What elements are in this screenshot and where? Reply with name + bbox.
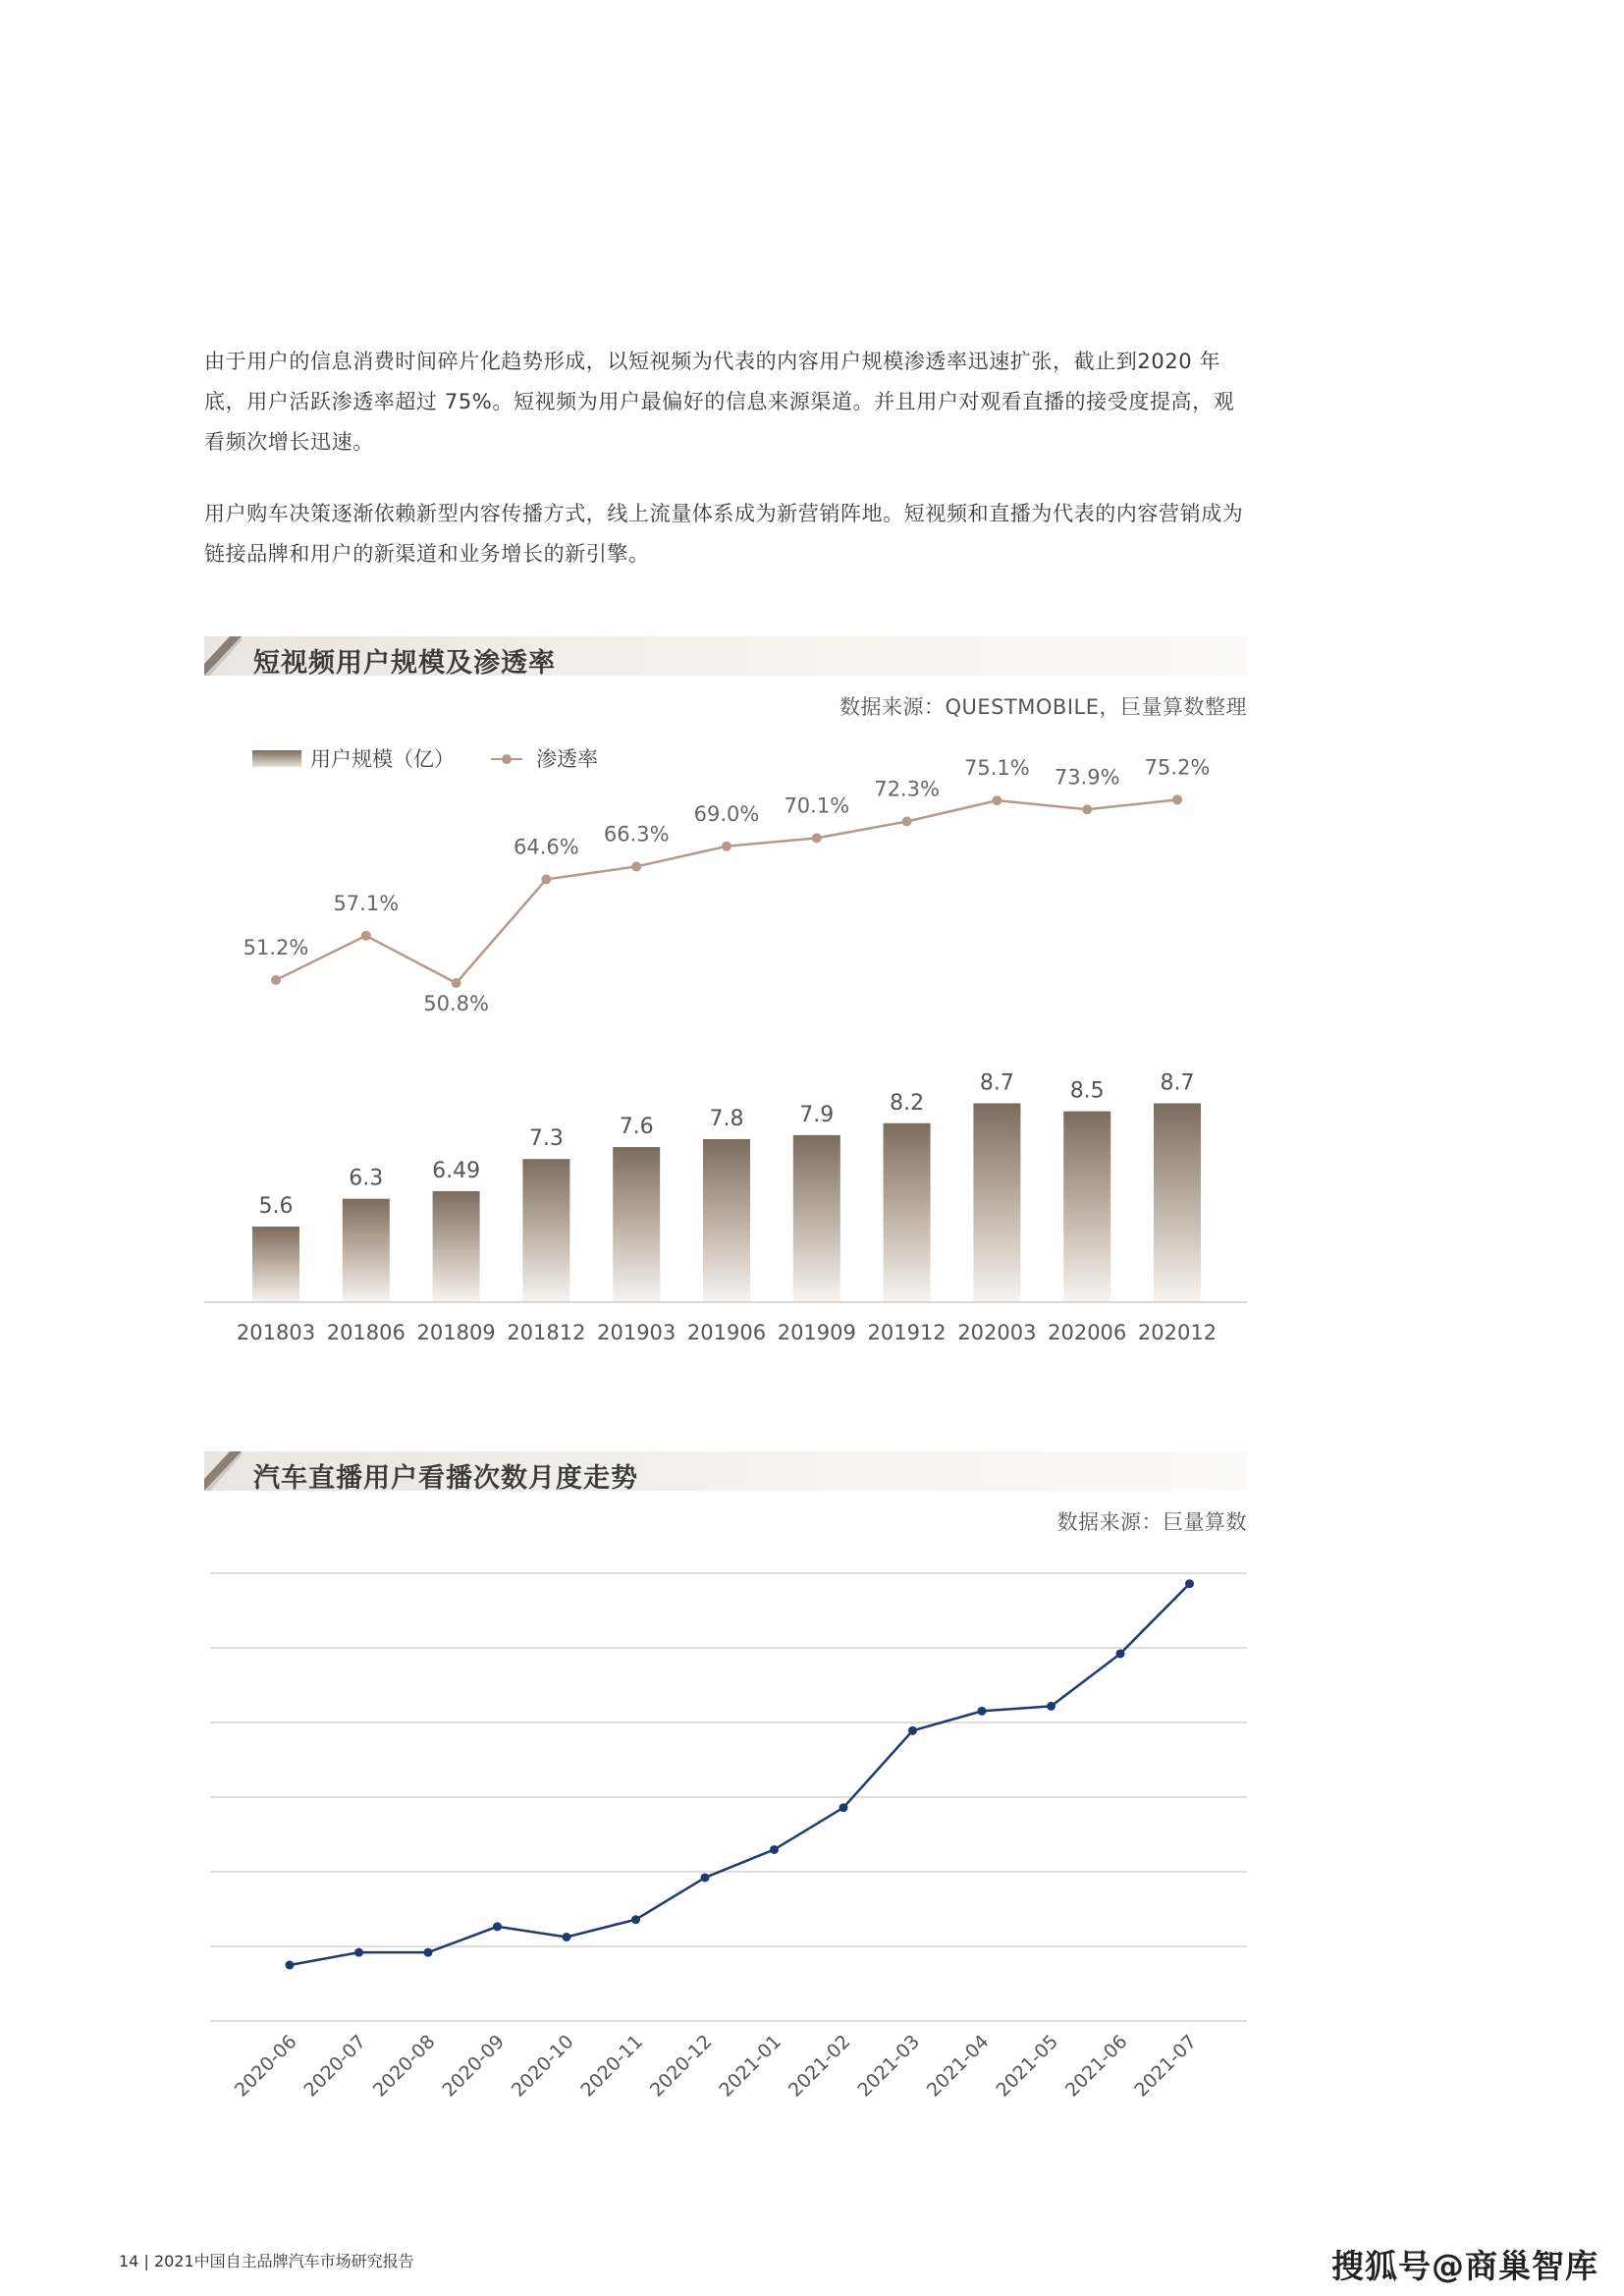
rate-point [812,833,822,843]
live-view-trend-chart [0,1552,1624,2141]
section-marker-icon [204,636,242,676]
bar-201803 [252,1227,299,1302]
bar-201903 [613,1147,660,1302]
bar-value-label: 7.6 [619,1115,654,1140]
x-tick-label: 2021-01 [715,2030,786,2102]
chart1-title: 短视频用户规模及渗透率 [253,648,556,679]
trend-point [770,1845,779,1854]
rate-value-label: 51.2% [243,935,309,959]
bar-value-label: 6.3 [349,1166,384,1191]
rate-point [902,817,912,827]
x-tick-label: 2021-05 [992,2030,1063,2102]
chart1-legend [252,747,598,771]
bar-201812 [522,1159,569,1302]
section-marker-icon [204,1451,242,1491]
rate-value-label: 50.8% [423,992,489,1015]
x-tick-label: 2021-02 [784,2030,855,2102]
chart2-header [204,1451,1247,1494]
x-tick-label: 202012 [1137,1321,1218,1344]
chart2-title: 汽车直播用户看播次数月度走势 [253,1463,638,1494]
legend-line-label: 渗透率 [536,747,598,771]
bar-value-label: 6.49 [432,1159,481,1184]
rate-value-label: 57.1% [333,891,400,915]
trend-point [701,1873,710,1882]
rate-point [452,978,461,988]
rate-value-label: 75.2% [1144,755,1211,780]
x-tick-label: 201803 [236,1321,316,1344]
bar-value-label: 5.6 [258,1194,294,1220]
x-tick-label: 201812 [507,1321,586,1344]
report-title: 2021中国自主品牌汽车市场研究报告 [153,2252,414,2270]
x-tick-label: 201909 [777,1321,856,1344]
intro-paragraph-1: 由于用户的信息消费时间碎片化趋势形成，以短视频为代表的内容用户规模渗透率迅速扩张，截止到2020 年底，用户活跃渗透率超过 75%。短视频为用户最偏好的信息来源渠道。并且用户对观看直播的接受度提高，观看频次增长迅速。 [204,350,1235,454]
x-tick-label: 201806 [326,1321,406,1344]
rate-value-label: 69.0% [693,801,760,826]
x-tick-label: 2021-03 [853,2030,925,2102]
x-tick-label: 2021-06 [1060,2030,1132,2102]
legend-bar-label: 用户规模（亿） [310,747,455,771]
bar-value-label: 8.2 [890,1090,925,1116]
bar-202003 [973,1104,1020,1303]
rate-value-label: 66.3% [603,822,670,847]
x-tick-label: 201912 [867,1321,947,1344]
trend-point [354,1948,363,1957]
watermark: 搜狐号@商巢智库 [1331,2247,1598,2285]
rate-point [271,975,281,985]
trend-point [424,1948,433,1957]
chart2-source: 数据来源：巨量算数 [1056,1510,1247,1534]
user-scale-chart [0,727,1624,1365]
rate-value-label: 75.1% [964,756,1030,781]
chart1-header [204,636,1247,679]
bar-value-label: 8.5 [1069,1078,1105,1104]
bar-201909 [793,1135,840,1302]
x-tick-label: 202003 [957,1321,1037,1344]
bar-202012 [1154,1104,1201,1303]
trend-point [978,1707,987,1716]
bar-201809 [433,1191,480,1302]
footer-separator: | [143,2252,154,2270]
page-number: 14 [119,2252,139,2270]
trend-point [493,1922,502,1931]
rate-point [541,874,551,884]
bar-value-label: 7.8 [709,1106,744,1131]
bar-value-label: 8.7 [1160,1070,1195,1096]
trend-point [908,1726,917,1735]
bar-value-label: 7.9 [799,1102,835,1127]
trend-point [631,1915,640,1924]
trend-line [290,1584,1190,1965]
rate-point [361,931,371,941]
x-tick-label: 2020-06 [230,2030,301,2102]
bar-202006 [1063,1112,1110,1302]
x-tick-label: 2020-07 [299,2030,371,2102]
rate-point [992,795,1001,805]
x-tick-label: 201906 [686,1321,767,1344]
bar-201912 [884,1123,931,1302]
rate-value-label: 64.6% [514,835,579,859]
rate-point [1082,804,1092,814]
rate-point [1172,794,1182,804]
rate-line [276,799,1177,983]
x-tick-label: 2020-09 [438,2030,510,2102]
bar-value-label: 8.7 [979,1070,1014,1096]
bar-201806 [343,1199,390,1302]
x-tick-label: 2020-10 [507,2030,578,2102]
trend-point [286,1961,295,1970]
chart1-source: 数据来源：QUESTMOBILE，巨量算数整理 [839,695,1247,719]
rate-value-label: 70.1% [784,793,850,818]
bar-value-label: 7.3 [528,1126,564,1152]
trend-point [1047,1702,1056,1711]
x-tick-label: 201809 [416,1321,496,1344]
x-tick-label: 2020-08 [368,2030,440,2102]
rate-point [631,861,641,871]
trend-point [563,1933,571,1941]
trend-point [1185,1579,1194,1588]
bar-201906 [703,1139,750,1302]
rate-value-label: 73.9% [1054,765,1120,790]
x-tick-label: 2020-12 [645,2030,717,2102]
x-tick-label: 2020-11 [576,2030,648,2102]
rate-value-label: 72.3% [874,777,940,801]
rate-point [722,842,731,851]
x-tick-label: 201903 [597,1321,677,1344]
trend-point [1116,1649,1125,1658]
intro-paragraph-2: 用户购车决策逐渐依赖新型内容传播方式，线上流量体系成为新营销阵地。短视频和直播为代表的内容营销成为链接品牌和用户的新渠道和业务增长的新引擎。 [204,502,1244,566]
trend-point [839,1803,848,1812]
x-tick-label: 2021-04 [922,2030,994,2102]
x-tick-label: 202006 [1048,1321,1127,1344]
x-tick-label: 2021-07 [1130,2030,1202,2102]
page-footer [119,2249,414,2271]
legend-bar-swatch [252,750,301,767]
legend-line-marker [502,754,512,764]
